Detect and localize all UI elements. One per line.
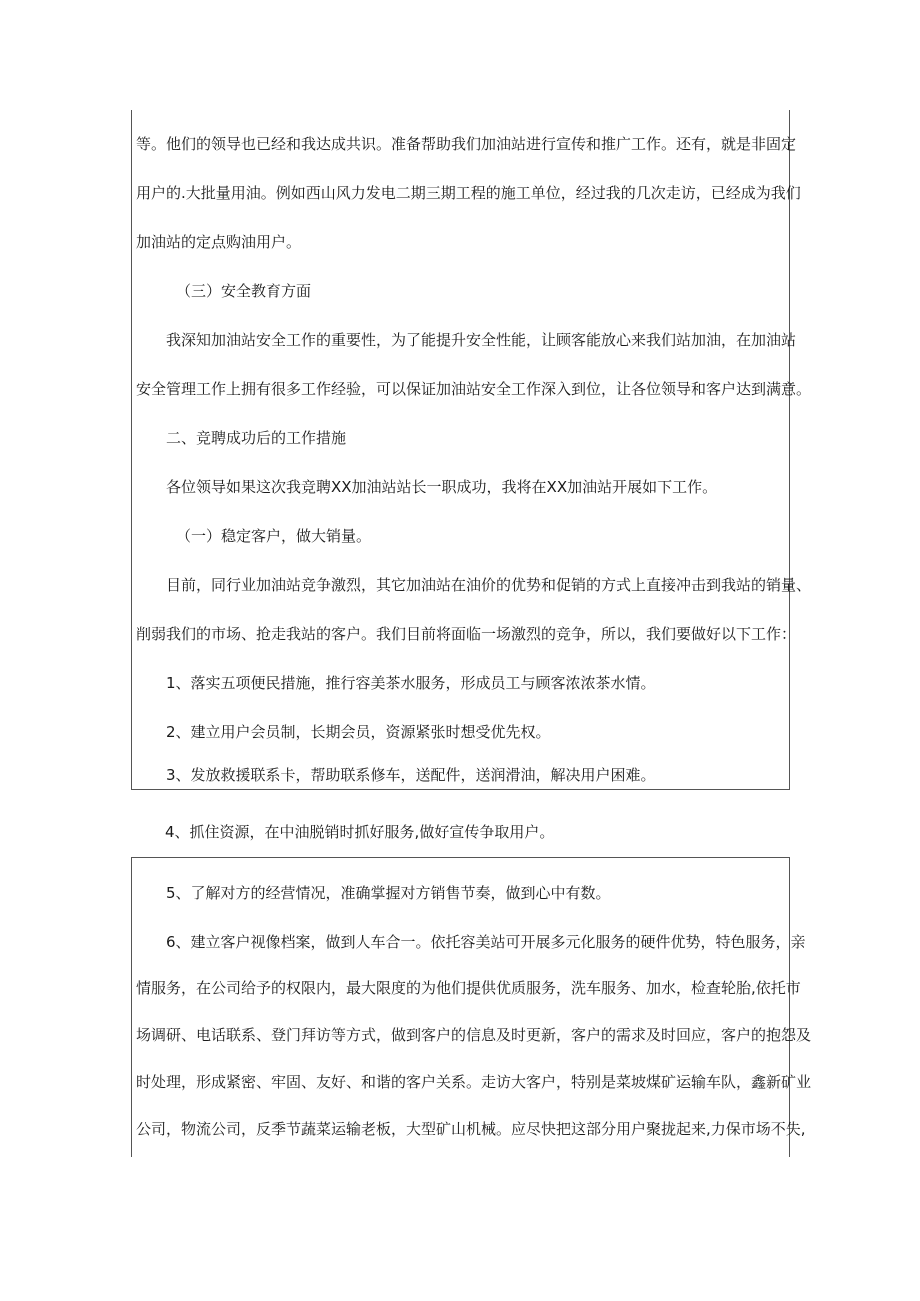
section-heading-customers: （一）稳定客户，做大销量。 bbox=[176, 527, 372, 545]
list-item-6-line: 公司，物流公司，反季节蔬菜运输老板，大型矿山机械。应尽快把这部分用户聚拢起来,力保市场不失, bbox=[136, 1120, 806, 1138]
list-item-6-line: 情服务，在公司给予的权限内，最大限度的为他们提供优质服务，洗车服务、加水，检查轮胎,依托市 bbox=[136, 979, 801, 997]
page-section-bottom bbox=[131, 857, 812, 1157]
list-item-2: 2、建立用户会员制，长期会员，资源紧张时想受优先权。 bbox=[166, 723, 551, 741]
section-heading-safety: （三）安全教育方面 bbox=[176, 282, 312, 300]
paragraph-line: 削弱我们的市场、抢走我站的客户。我们目前将面临一场激烈的竞争，所以，我们要做好以下工作： bbox=[136, 625, 797, 643]
list-item-5: 5、了解对方的经营情况，准确掌握对方销售节奏，做到心中有数。 bbox=[166, 884, 611, 902]
paragraph-line: 加油站的定点购油用户。 bbox=[136, 233, 302, 251]
section-heading-measures: 二、竞聘成功后的工作措施 bbox=[166, 429, 347, 447]
list-item-1: 1、落实五项便民措施，推行容美茶水服务，形成员工与顾客浓浓茶水情。 bbox=[166, 674, 656, 692]
paragraph-line: 安全管理工作上拥有很多工作经验，可以保证加油站安全工作深入到位，让各位领导和客户达到满意。 bbox=[136, 380, 812, 398]
list-item-3: 3、发放救援联系卡，帮助联系修车，送配件，送润滑油，解决用户困难。 bbox=[166, 766, 656, 784]
paragraph-line: 我深知加油站安全工作的重要性，为了能提升安全性能，让顾客能放心来我们站加油，在加油站 bbox=[166, 331, 797, 349]
intro-paragraph: 各位领导如果这次我竞聘XX加油站站长一职成功，我将在XX加油站开展如下工作。 bbox=[166, 478, 718, 496]
paragraph-line: 等。他们的领导也已经和我达成共识。准备帮助我们加油站进行宣传和推广工作。还有，就是非固定 bbox=[136, 135, 797, 153]
list-item-4: 4、抓住资源，在中油脱销时抓好服务,做好宣传争取用户。 bbox=[165, 823, 555, 841]
paragraph-line: 目前，同行业加油站竞争激烈，其它加油站在油价的优势和促销的方式上直接冲击到我站的销量、 bbox=[166, 576, 812, 594]
list-item-6-line: 场调研、电话联系、登门拜访等方式，做到客户的信息及时更新，客户的需求及时回应，客户的抱怨及 bbox=[136, 1026, 812, 1044]
list-item-6-line: 6、建立客户视像档案，做到人车合一。依托容美站可开展多元化服务的硬件优势，特色服务，亲 bbox=[166, 933, 806, 951]
page-section-top bbox=[131, 110, 812, 790]
list-item-6-line: 时处理，形成紧密、牢固、友好、和谐的客户关系。走访大客户，特别是菜坡煤矿运输车队，鑫新矿业 bbox=[136, 1073, 812, 1091]
paragraph-line: 用户的.大批量用油。例如西山风力发电二期三期工程的施工单位，经过我的几次走访，已经成为我们 bbox=[136, 184, 801, 202]
